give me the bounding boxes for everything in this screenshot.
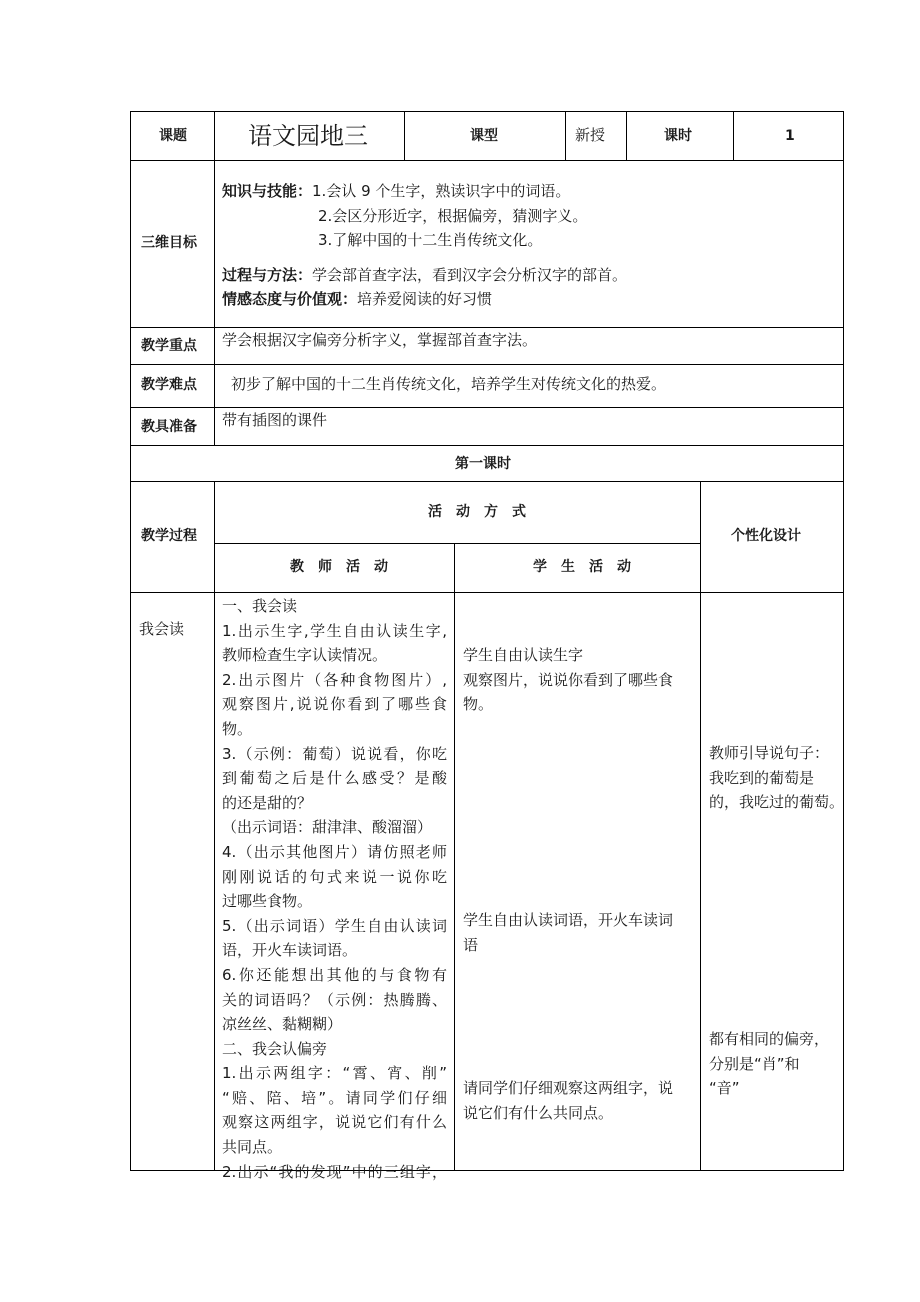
difficulties-text: 初步了解中国的十二生肖传统文化，培养学生对传统文化的热爱。 (231, 375, 667, 393)
key-points-label: 教学重点 (141, 338, 197, 354)
grid-line (843, 111, 844, 1171)
grid-line (130, 160, 844, 161)
personal-line: 分别是“肖”和 (709, 1054, 800, 1073)
grid-line (214, 111, 215, 446)
grid-line (130, 481, 844, 482)
grid-line (626, 111, 627, 161)
student-line: 学生自由认读生字 (463, 646, 584, 664)
personal-design-block (709, 1027, 829, 1101)
grid-line (454, 543, 455, 1171)
key-points-text: 学会根据汉字偏旁分析字义，掌握部首查字法。 (222, 331, 538, 349)
materials-text: 带有插图的课件 (222, 411, 328, 429)
student-activity-block (463, 908, 673, 957)
lesson-type-label: 课型 (470, 128, 498, 144)
process-text: 学会部首查字法，看到汉字会分析汉字的部首。 (312, 265, 628, 284)
student-line: 学生自由认读词语，开火车读词 (463, 911, 674, 929)
teacher-line: 4.（出示其他图片）请仿照老师 (222, 842, 447, 861)
teacher-line: 2.出示图片（各种食物图片）, (222, 670, 447, 689)
goals-label: 三维目标 (141, 235, 197, 251)
goals-content (222, 179, 627, 312)
grid-line (130, 364, 844, 365)
grid-line (130, 327, 844, 328)
teacher-line: 到葡萄之后是什么感受？是酸 (222, 769, 447, 788)
grid-line (214, 481, 215, 1171)
teacher-line: 1.出示生字,学生自由认读生字, (222, 621, 447, 640)
subject-label: 课题 (159, 128, 187, 144)
teacher-line: “赔、陪、培”。请同学们仔细 (222, 1088, 447, 1107)
grid-line (130, 111, 844, 112)
student-line: 语 (463, 935, 479, 954)
student-activity-header: 学 生 活 动 (533, 559, 631, 575)
teacher-line: 语，开火车读词语。 (222, 941, 358, 960)
teacher-line: 5.（出示词语）学生自由认读词 (222, 916, 447, 935)
teacher-line: 2.出示“我的发现”中的三组字， (222, 1162, 447, 1181)
grid-line (214, 543, 701, 544)
student-line: 说它们有什么共同点。 (463, 1103, 614, 1122)
process-label: 教学过程 (141, 528, 197, 544)
personal-line: 都有相同的偏旁， (709, 1030, 830, 1048)
process-line (222, 263, 627, 288)
grid-line (565, 111, 566, 161)
grid-line (130, 407, 844, 408)
knowledge-label: 知识与技能： (222, 182, 313, 200)
student-activity-block (463, 1076, 673, 1125)
teacher-line: （出示词语：甜津津、酸溜溜） (222, 818, 433, 837)
student-line: 请同学们仔细观察这两组字，说 (463, 1079, 674, 1097)
activity-header: 活 动 方 式 (428, 504, 526, 520)
difficulties-label: 教学难点 (141, 377, 197, 393)
teacher-line: 物。 (222, 719, 253, 738)
teacher-line: 观察这两组字，说说它们有什么 (222, 1113, 447, 1132)
knowledge-line (222, 179, 627, 204)
teacher-line: 3.（示例：葡萄）说说看，你吃 (222, 744, 447, 763)
teacher-line: 1.出示两组字：“霄、宵、削” (222, 1064, 447, 1083)
knowledge-item: 3.了解中国的十二生肖传统文化。 (318, 231, 543, 250)
grid-line (130, 592, 844, 593)
personal-line: 我吃到的葡萄是 (709, 768, 815, 787)
personal-line: 教师引导说句子： (709, 744, 830, 762)
materials-label: 教具准备 (141, 419, 197, 435)
teacher-line: 刚刚说话的句式来说一说你吃 (222, 867, 447, 886)
knowledge-item: 1.会认 9 个生字，熟读识字中的词语。 (312, 182, 571, 200)
grid-line (404, 111, 405, 161)
emotion-text: 培养爱阅读的好习惯 (357, 290, 493, 309)
personal-line: 的，我吃过的葡萄。 (709, 793, 845, 812)
teacher-line: 观察图片,说说你看到了哪些食 (222, 695, 447, 714)
personal-line: “音” (709, 1079, 740, 1098)
process-label: 过程与方法： (222, 265, 313, 284)
emotion-line (222, 287, 627, 312)
subject-title: 语文园地三 (248, 122, 368, 150)
grid-line (700, 481, 701, 1171)
teacher-line: 的还是甜的？ (222, 793, 313, 812)
grid-line (130, 111, 131, 1171)
class-hours-label: 课时 (664, 128, 692, 144)
teacher-line: 6.你还能想出其他的与食物有 (222, 965, 447, 984)
student-line: 观察图片，说说你看到了哪些食 (463, 670, 674, 689)
student-activity-block (463, 643, 673, 717)
student-line: 物。 (463, 695, 494, 714)
teacher-line: 过哪些食物。 (222, 892, 313, 911)
teacher-line: 二、我会认偏旁 (222, 1039, 328, 1058)
teacher-activity-content (222, 594, 447, 1184)
grid-line (130, 445, 844, 446)
teacher-line: 共同点。 (222, 1138, 283, 1157)
lesson-type-value: 新授 (575, 126, 606, 144)
emotion-label: 情感态度与价值观： (222, 290, 358, 309)
teacher-line: 教师检查生字认读情况。 (222, 646, 388, 665)
teacher-activity-header: 教 师 活 动 (290, 559, 388, 575)
class-hours-value: 1 (785, 128, 795, 144)
teacher-line: 一、我会读 (222, 597, 298, 615)
personal-design-header: 个性化设计 (731, 528, 801, 544)
lesson-title: 第一课时 (455, 456, 511, 472)
teacher-line: 凉丝丝、黏糊糊） (222, 1015, 343, 1034)
teacher-line: 关的词语吗？（示例：热腾腾、 (222, 990, 447, 1009)
grid-line (733, 111, 734, 161)
knowledge-item: 2.会区分形近字，根据偏旁，猜测字义。 (318, 206, 588, 225)
section-label: 我会读 (139, 620, 185, 638)
personal-design-block (709, 741, 844, 815)
